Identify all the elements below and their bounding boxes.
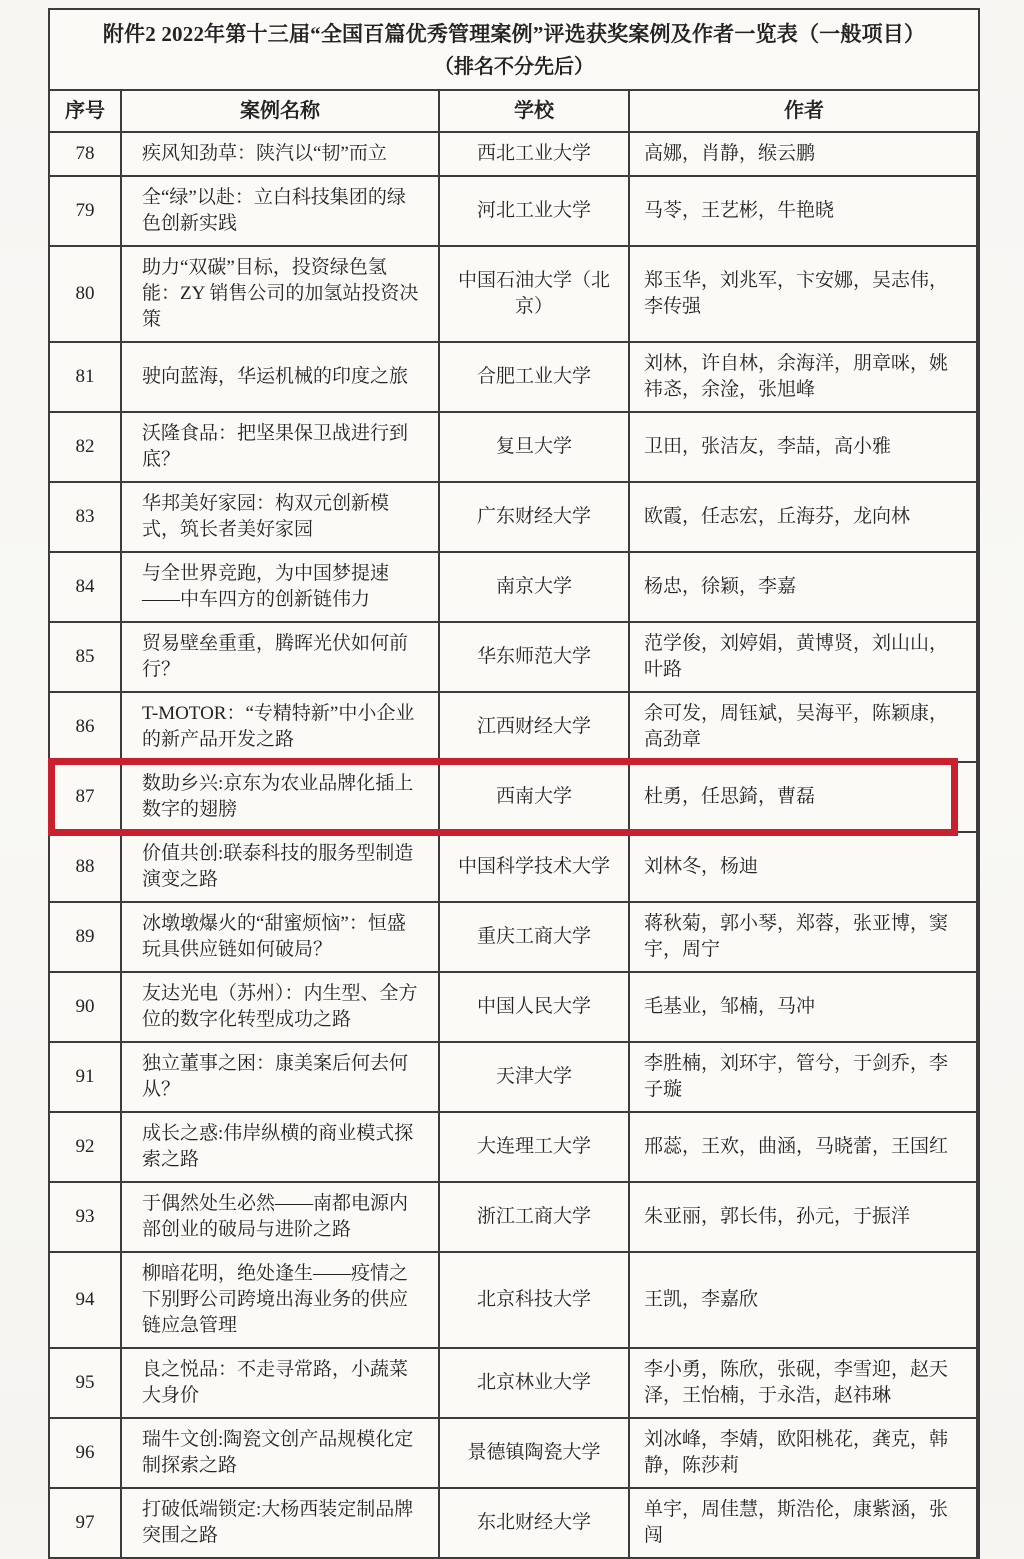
row-number-cell: 81 bbox=[50, 343, 122, 411]
case-name-cell: 打破低端锁定:大杨西装定制品牌突围之路 bbox=[122, 1489, 440, 1557]
authors-cell: 邢蕊，王欢，曲涵，马晓蕾，王国红 bbox=[630, 1113, 978, 1181]
authors-cell: 李小勇，陈欣，张砚，李雪迎，赵天泽，王怡楠，于永浩，赵祎琳 bbox=[630, 1349, 978, 1417]
case-name-cell: 冰墩墩爆火的“甜蜜烦恼”：恒盛玩具供应链如何破局？ bbox=[122, 903, 440, 971]
column-header-school: 学校 bbox=[440, 91, 630, 131]
authors-cell: 刘林冬，杨迪 bbox=[630, 833, 978, 901]
row-number-cell: 90 bbox=[50, 973, 122, 1041]
row-number-cell: 93 bbox=[50, 1183, 122, 1251]
school-cell: 华东师范大学 bbox=[440, 623, 630, 691]
table-row bbox=[50, 973, 978, 1043]
table-row bbox=[50, 1419, 978, 1489]
case-name-cell: 友达光电（苏州）：内生型、全方位的数字化转型成功之路 bbox=[122, 973, 440, 1041]
row-number-cell: 80 bbox=[50, 247, 122, 341]
authors-cell: 朱亚丽，郭长伟，孙元，于振洋 bbox=[630, 1183, 978, 1251]
column-header-case-name: 案例名称 bbox=[122, 91, 440, 131]
case-name-cell: 成长之惑:伟岸纵横的商业模式探索之路 bbox=[122, 1113, 440, 1181]
row-number-cell: 86 bbox=[50, 693, 122, 761]
table-row bbox=[50, 1253, 978, 1349]
school-cell: 东北财经大学 bbox=[440, 1489, 630, 1557]
row-number-cell: 94 bbox=[50, 1253, 122, 1347]
row-number-cell: 83 bbox=[50, 483, 122, 551]
case-name-cell: 良之悦品：不走寻常路，小蔬菜大身价 bbox=[122, 1349, 440, 1417]
authors-cell: 刘冰峰，李婧，欧阳桃花，龚克，韩静，陈莎莉 bbox=[630, 1419, 978, 1487]
authors-cell: 蒋秋菊，郭小琴，郑蓉，张亚博，窦宇，周宁 bbox=[630, 903, 978, 971]
school-cell: 江西财经大学 bbox=[440, 693, 630, 761]
table-row bbox=[50, 903, 978, 973]
row-number-cell: 97 bbox=[50, 1489, 122, 1557]
column-header-authors: 作者 bbox=[784, 100, 824, 122]
case-name-cell: 瑞牛文创:陶瓷文创产品规模化定制探索之路 bbox=[122, 1419, 440, 1487]
table-row bbox=[50, 553, 978, 623]
table-row bbox=[50, 343, 978, 413]
table-row bbox=[50, 623, 978, 693]
awards-table bbox=[48, 8, 980, 1559]
case-name-cell: 驶向蓝海，华运机械的印度之旅 bbox=[122, 343, 440, 411]
table-row bbox=[50, 177, 978, 247]
school-cell: 中国科学技术大学 bbox=[440, 833, 630, 901]
case-name-cell: 价值共创:联泰科技的服务型制造演变之路 bbox=[122, 833, 440, 901]
table-subtitle: （排名不分先后） bbox=[434, 56, 594, 78]
table-row bbox=[50, 133, 978, 177]
school-cell: 天津大学 bbox=[440, 1043, 630, 1111]
row-number-cell: 79 bbox=[50, 177, 122, 245]
case-name-cell: 华邦美好家园：构双元创新模式，筑长者美好家园 bbox=[122, 483, 440, 551]
case-name-cell: 疾风知劲草：陕汽以“韧”而立 bbox=[122, 133, 440, 175]
row-number-cell: 95 bbox=[50, 1349, 122, 1417]
authors-cell: 范学俊，刘婷娟，黄博贤，刘山山，叶路 bbox=[630, 623, 978, 691]
table-body bbox=[50, 133, 978, 1557]
case-name-cell: 与全世界竞跑，为中国梦提速 ——中车四方的创新链伟力 bbox=[122, 553, 440, 621]
school-cell: 北京林业大学 bbox=[440, 1349, 630, 1417]
school-cell: 复旦大学 bbox=[440, 413, 630, 481]
table-row bbox=[50, 693, 978, 763]
table-row bbox=[50, 763, 978, 833]
table-row bbox=[50, 1113, 978, 1183]
case-name-cell: T-MOTOR：“专精特新”中小企业的新产品开发之路 bbox=[122, 693, 440, 761]
row-number-cell: 84 bbox=[50, 553, 122, 621]
case-name-cell: 独立董事之困：康美案后何去何从？ bbox=[122, 1043, 440, 1111]
authors-cell: 余可发，周钰斌，吴海平，陈颖康，高劲章 bbox=[630, 693, 978, 761]
table-title: 附件2 2022年第十三届“全国百篇优秀管理案例”评选获奖案例及作者一览表（一般项目） bbox=[102, 22, 926, 46]
school-cell: 西北工业大学 bbox=[440, 133, 630, 175]
school-cell: 合肥工业大学 bbox=[440, 343, 630, 411]
school-cell: 重庆工商大学 bbox=[440, 903, 630, 971]
authors-cell: 杜勇，任思錡，曹磊 bbox=[630, 763, 978, 831]
row-number-cell: 87 bbox=[50, 763, 122, 831]
authors-cell: 高娜，肖静，缑云鹏 bbox=[630, 133, 978, 175]
row-number-cell: 96 bbox=[50, 1419, 122, 1487]
table-row bbox=[50, 833, 978, 903]
table-row bbox=[50, 1349, 978, 1419]
case-name-cell: 数助乡兴:京东为农业品牌化插上数字的翅膀 bbox=[122, 763, 440, 831]
school-cell: 大连理工大学 bbox=[440, 1113, 630, 1181]
table-row bbox=[50, 1183, 978, 1253]
school-cell: 南京大学 bbox=[440, 553, 630, 621]
school-cell: 西南大学 bbox=[440, 763, 630, 831]
authors-cell: 单宇，周佳慧，斯浩伦，康紫涵，张闯 bbox=[630, 1489, 978, 1557]
school-cell: 中国人民大学 bbox=[440, 973, 630, 1041]
authors-cell: 王凯，李嘉欣 bbox=[630, 1253, 978, 1347]
table-row bbox=[50, 1043, 978, 1113]
authors-cell: 刘林，许自林，余海洋，朋章咪，姚祎忞，余淦，张旭峰 bbox=[630, 343, 978, 411]
case-name-cell: 沃隆食品：把坚果保卫战进行到底？ bbox=[122, 413, 440, 481]
case-name-cell: 于偶然处生必然——南都电源内部创业的破局与进阶之路 bbox=[122, 1183, 440, 1251]
authors-cell: 毛基业，邹楠，马冲 bbox=[630, 973, 978, 1041]
row-number-cell: 88 bbox=[50, 833, 122, 901]
row-number-cell: 91 bbox=[50, 1043, 122, 1111]
table-title-cell bbox=[50, 10, 978, 91]
case-name-cell: 柳暗花明，绝处逢生——疫情之下别野公司跨境出海业务的供应链应急管理 bbox=[122, 1253, 440, 1347]
school-cell: 中国石油大学（北京） bbox=[440, 247, 630, 341]
table-row bbox=[50, 483, 978, 553]
school-cell: 河北工业大学 bbox=[440, 177, 630, 245]
school-cell: 北京科技大学 bbox=[440, 1253, 630, 1347]
table-header-row bbox=[50, 91, 978, 133]
table-row bbox=[50, 247, 978, 343]
school-cell: 景德镇陶瓷大学 bbox=[440, 1419, 630, 1487]
table-row bbox=[50, 1489, 978, 1557]
column-header-no: 序号 bbox=[50, 91, 122, 131]
row-number-cell: 82 bbox=[50, 413, 122, 481]
authors-cell: 欧霞，任志宏，丘海芬，龙向林 bbox=[630, 483, 978, 551]
case-name-cell: 贸易壁垒重重，腾晖光伏如何前行？ bbox=[122, 623, 440, 691]
authors-cell: 李胜楠，刘环宇，管兮，于剑乔，李子璇 bbox=[630, 1043, 978, 1111]
row-number-cell: 89 bbox=[50, 903, 122, 971]
authors-cell: 杨忠，徐颖，李嘉 bbox=[630, 553, 978, 621]
authors-cell: 卫田，张洁友，李喆，高小雅 bbox=[630, 413, 978, 481]
table-row bbox=[50, 413, 978, 483]
authors-cell: 马苓，王艺彬，牛艳晓 bbox=[630, 177, 978, 245]
school-cell: 浙江工商大学 bbox=[440, 1183, 630, 1251]
case-name-cell: 全“绿”以赴：立白科技集团的绿色创新实践 bbox=[122, 177, 440, 245]
authors-cell: 郑玉华，刘兆军，卞安娜，吴志伟，李传强 bbox=[630, 247, 978, 341]
row-number-cell: 85 bbox=[50, 623, 122, 691]
school-cell: 广东财经大学 bbox=[440, 483, 630, 551]
case-name-cell: 助力“双碳”目标，投资绿色氢能：ZY 销售公司的加氢站投资决策 bbox=[122, 247, 440, 341]
row-number-cell: 78 bbox=[50, 133, 122, 175]
row-number-cell: 92 bbox=[50, 1113, 122, 1181]
